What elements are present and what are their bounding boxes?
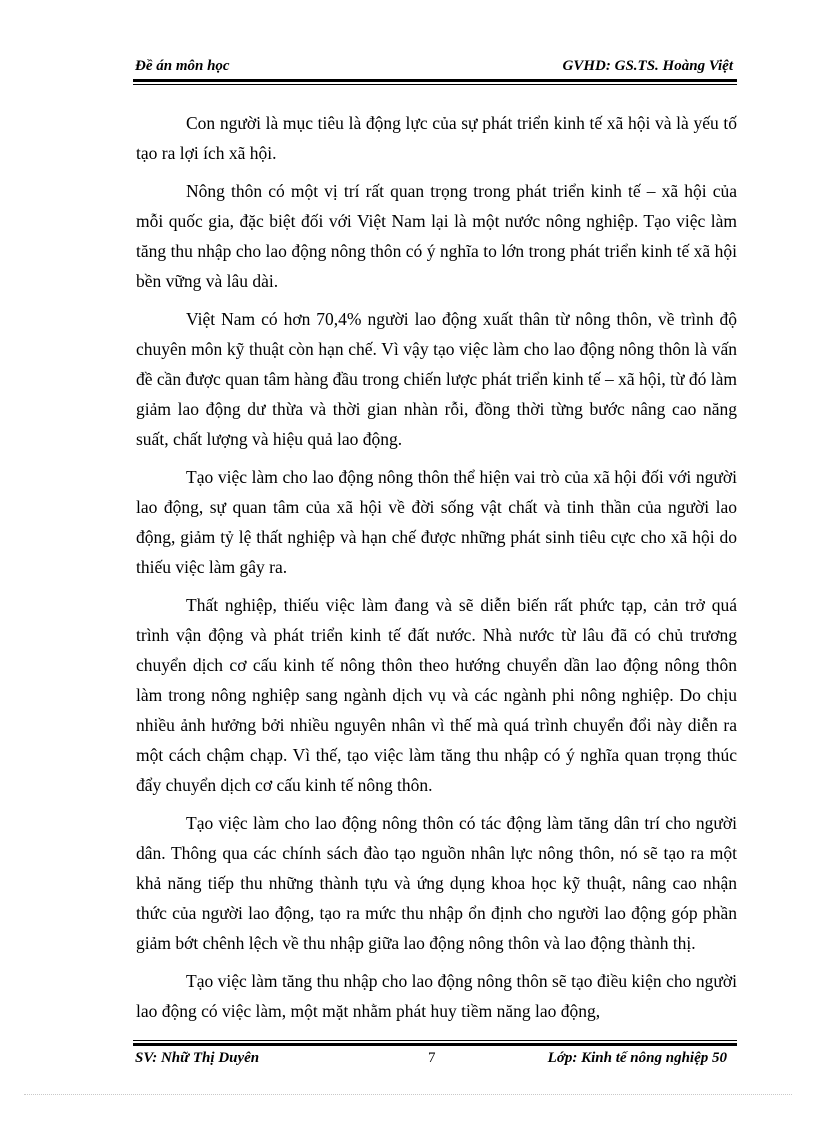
header-course-title: Đề án môn học: [135, 58, 230, 74]
page-number: 7: [428, 1050, 436, 1066]
paragraph: Tạo việc làm cho lao động nông thôn có tác động làm tăng dân trí cho người dân. Thông qua các chính sách đào tạo nguồn nhân lực nông thôn, nó sẽ tạo ra một khả năng tiếp thu những thành tựu và ứng dụng khoa học kỹ thuật, nâng cao nhận thức của người lao động, tạo ra mức thu nhập ổn định cho người lao động góp phần giảm bớt chênh lệch về thu nhập giữa lao động nông thôn và lao động thành thị.: [136, 813, 737, 953]
header-rule-thick: [133, 79, 737, 82]
page-bottom-divider: [24, 1094, 792, 1095]
footer-rule-thin: [133, 1040, 737, 1041]
paragraph: Nông thôn có một vị trí rất quan trọng trong phát triển kinh tế – xã hội của mỗi quốc gia, đặc biệt đối với Việt Nam lại là một nước nông nghiệp. Tạo việc làm tăng thu nhập cho lao động nông thôn có ý nghĩa to lớn trong phát triển kinh tế xã hội bền vững và lâu dài.: [136, 181, 737, 291]
paragraph: Thất nghiệp, thiếu việc làm đang và sẽ diễn biến rất phức tạp, cản trở quá trình vận động và phát triển kinh tế đất nước. Nhà nước từ lâu đã có chủ trương chuyển dịch cơ cấu kinh tế nông thôn theo hướng chuyển dần lao động nông thôn làm trong nông nghiệp sang ngành dịch vụ và các ngành phi nông nghiệp. Do chịu nhiều ảnh hưởng bởi nhiều nguyên nhân vì thế mà quá trình chuyển đổi này diễn ra một cách chậm chạp. Vì thế, tạo việc làm tăng thu nhập có ý nghĩa quan trọng thúc đẩy chuyển dịch cơ cấu kinh tế nông thôn.: [136, 595, 737, 795]
footer-student-name: SV: Nhữ Thị Duyên: [135, 1050, 260, 1066]
document-body: [136, 108, 737, 1034]
footer-class-name: Lớp: Kinh tế nông nghiệp 50: [547, 1050, 727, 1066]
page-footer: [133, 1050, 737, 1072]
paragraph: Việt Nam có hơn 70,4% người lao động xuất thân từ nông thôn, về trình độ chuyên môn kỹ thuật còn hạn chế. Vì vậy tạo việc làm cho lao động nông thôn là vấn đề cần được quan tâm hàng đầu trong chiến lược phát triển kinh tế – xã hội, từ đó làm giảm lao động dư thừa và thời gian nhàn rỗi, đồng thời từng bước nâng cao năng suất, chất lượng và hiệu quả lao động.: [136, 309, 737, 449]
paragraph: Tạo việc làm tăng thu nhập cho lao động nông thôn sẽ tạo điều kiện cho người lao động có việc làm, một mặt nhằm phát huy tiềm năng lao động,: [136, 971, 737, 1021]
header-supervisor: GVHD: GS.TS. Hoàng Việt: [562, 58, 733, 74]
paragraph: Con người là mục tiêu là động lực của sự phát triển kinh tế xã hội và là yếu tố tạo ra lợi ích xã hội.: [136, 113, 737, 163]
page-header: [133, 56, 737, 78]
paragraph: Tạo việc làm cho lao động nông thôn thể hiện vai trò của xã hội đối với người lao động, sự quan tâm của xã hội về đời sống vật chất và tinh thần của người lao động, giảm tỷ lệ thất nghiệp và hạn chế được những phát sinh tiêu cực cho xã hội do thiếu việc làm gây ra.: [136, 467, 737, 577]
header-rule-thin: [133, 84, 737, 85]
footer-rule-thick: [133, 1043, 737, 1046]
